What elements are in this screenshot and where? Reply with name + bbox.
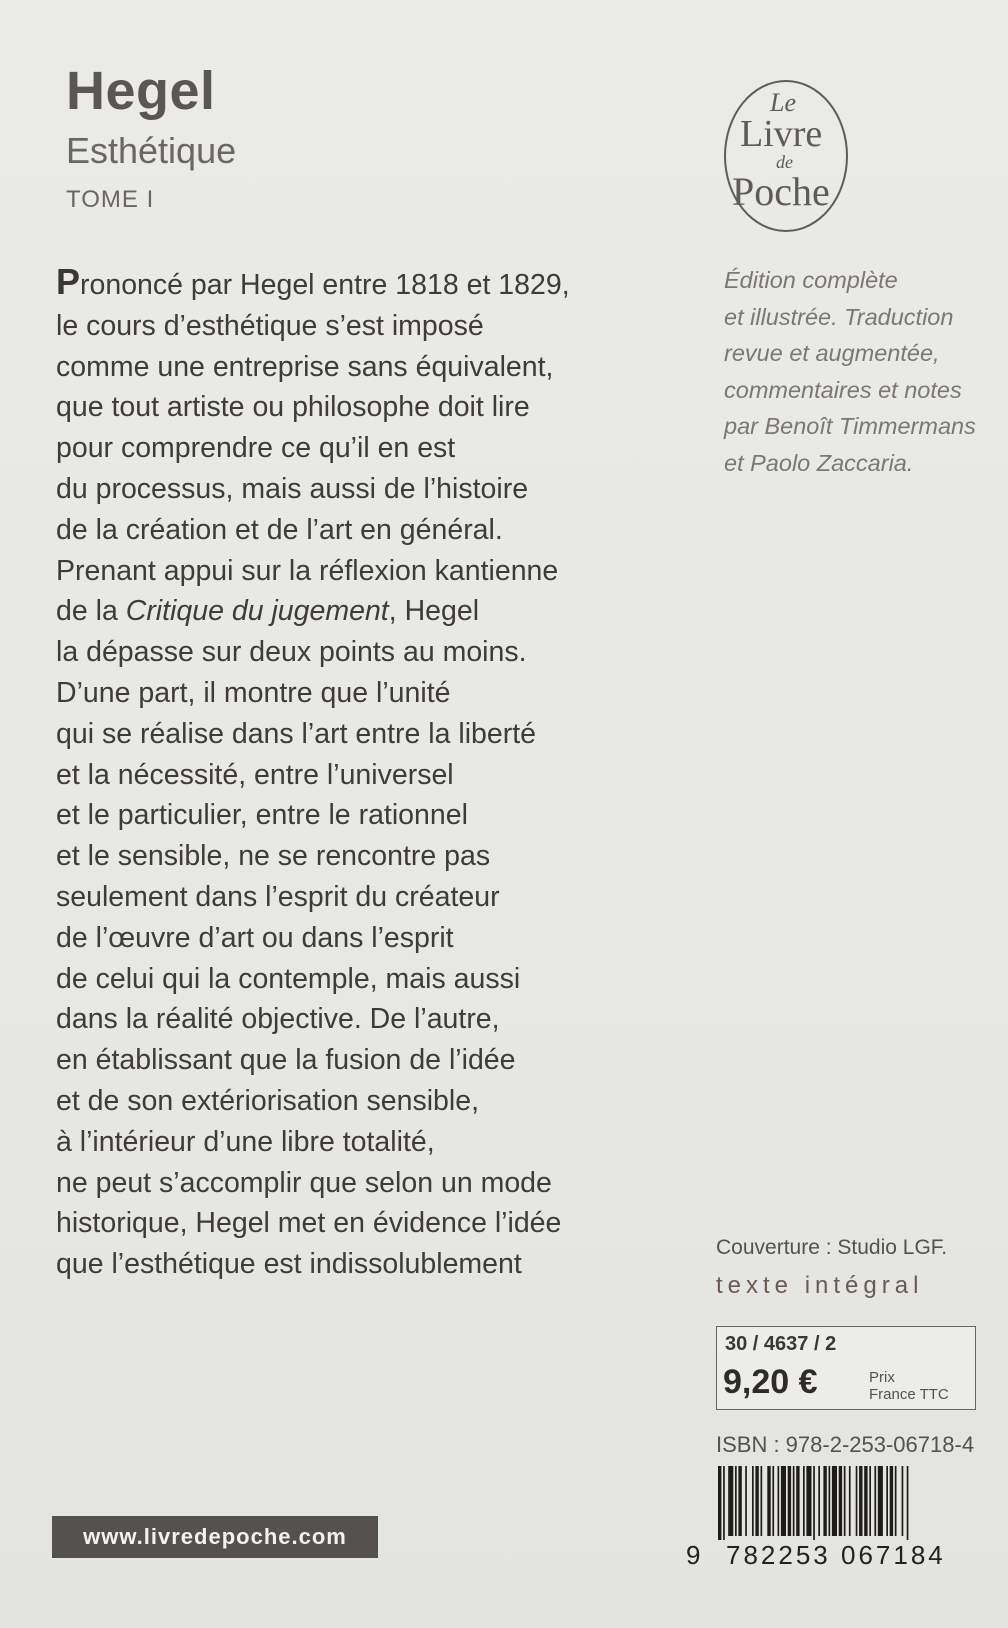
synopsis-line: de l’œuvre d’art ou dans l’esprit — [56, 921, 454, 954]
barcode-bar — [796, 1466, 799, 1536]
catalog-code: 30 / 4637 / 2 — [725, 1333, 837, 1355]
synopsis-line: que l’esthétique est indissolublement — [56, 1248, 522, 1281]
barcode-bar — [767, 1466, 770, 1536]
barcode-bar — [728, 1466, 733, 1536]
synopsis-line: qui se réalise dans l’art entre la liberté — [56, 717, 537, 750]
barcode-bar — [813, 1466, 815, 1540]
barcode-first-digit: 9 — [686, 1540, 701, 1570]
integral-text-label: texte intégral — [716, 1272, 924, 1299]
synopsis-line: historique, Hegel met en évidence l’idée — [56, 1207, 562, 1240]
synopsis-line: de la création et de l’art en général. — [56, 513, 503, 546]
barcode-bar — [864, 1466, 867, 1536]
barcode-bar — [907, 1466, 909, 1540]
barcode-bars — [716, 1466, 976, 1540]
synopsis-line: et de son extériorisation sensible, — [56, 1084, 479, 1117]
barcode-bar — [793, 1466, 795, 1536]
barcode-bar — [856, 1466, 858, 1536]
edition-note-line: Édition complète — [724, 267, 898, 293]
barcode-bar — [859, 1466, 862, 1536]
barcode-bar — [823, 1466, 826, 1536]
barcode-bar — [886, 1466, 888, 1536]
synopsis-line: comme une entreprise sans équivalent, — [56, 350, 554, 383]
price-box — [716, 1326, 976, 1410]
barcode-bar — [781, 1466, 786, 1536]
edition-note-line: et illustrée. Traduction — [724, 303, 954, 330]
synopsis-line: pour comprendre ce qu’il en est — [56, 432, 456, 465]
barcode-bar — [723, 1466, 725, 1540]
barcode-bar — [890, 1466, 893, 1536]
edition-note — [724, 262, 1000, 481]
barcode-bar — [752, 1466, 754, 1536]
synopsis-line: Prononcé par Hegel entre 1818 et 1829, — [56, 261, 570, 302]
synopsis-line: D’une part, il montre que l’unité — [56, 676, 451, 709]
barcode-bar — [869, 1466, 871, 1536]
barcode-bar — [755, 1466, 758, 1536]
price: 9,20 € — [723, 1363, 818, 1401]
synopsis-line: en établissant que la fusion de l’idée — [56, 1044, 516, 1077]
price-note: Prix France TTC — [869, 1369, 949, 1403]
barcode-bar — [818, 1466, 820, 1536]
edition-note-line: commentaires et notes — [724, 376, 962, 403]
barcode-bar — [788, 1466, 791, 1536]
synopsis-line: seulement dans l’esprit du créateur — [56, 880, 500, 913]
barcode-bar — [806, 1466, 811, 1536]
synopsis-line: et la nécessité, entre l’universel — [56, 758, 454, 791]
barcode-bar — [874, 1466, 876, 1536]
barcode-bar — [832, 1466, 837, 1536]
barcode-bar — [902, 1466, 904, 1536]
synopsis-line: la dépasse sur deux points au moins. — [56, 636, 527, 669]
synopsis-line: dans la réalité objective. De l’autre, — [56, 1003, 500, 1036]
cover-credit: Couverture : Studio LGF. — [716, 1236, 948, 1259]
synopsis-line: et le particulier, entre le rationnel — [56, 799, 468, 832]
author-name: Hegel — [66, 61, 216, 121]
work-title: Esthétique — [66, 130, 237, 171]
barcode-bar — [839, 1466, 842, 1536]
barcode-bar — [761, 1466, 763, 1536]
book-title-reference: Critique du jugement — [125, 595, 389, 628]
barcode-bar — [778, 1466, 780, 1536]
barcode-bar — [738, 1466, 741, 1536]
synopsis-line: du processus, mais aussi de l’histoire — [56, 472, 529, 505]
barcode-digits: 782253 067184 — [726, 1540, 946, 1570]
edition-note-line: revue et augmentée, — [724, 340, 940, 366]
barcode-bar — [878, 1466, 883, 1536]
barcode-bar — [745, 1466, 747, 1536]
synopsis-line: ne peut s’accomplir que selon un mode — [56, 1166, 552, 1199]
synopsis-line: que tout artiste ou philosophe doit lire — [56, 391, 530, 424]
barcode-bar — [718, 1466, 721, 1540]
synopsis-line: Prenant appui sur la réflexion kantienne — [56, 554, 559, 587]
volume-label: TOME I — [66, 186, 155, 213]
synopsis-line: de celui qui la contemple, mais aussi — [56, 962, 521, 995]
synopsis-line: et le sensible, ne se rencontre pas — [56, 840, 491, 873]
edition-note-line: et Paolo Zaccaria. — [724, 449, 914, 476]
barcode-bar — [895, 1466, 897, 1536]
barcode-bar — [844, 1466, 846, 1536]
barcode-bar — [849, 1466, 851, 1536]
barcode-bar — [735, 1466, 737, 1536]
website-banner[interactable]: www.livredepoche.com — [52, 1516, 378, 1558]
livre-de-poche-logo: Le Livre de Poche — [724, 80, 848, 232]
isbn: ISBN : 978-2-253-06718-4 — [716, 1432, 975, 1457]
synopsis-text — [56, 262, 676, 1285]
synopsis-line: le cours d’esthétique s’est imposé — [56, 309, 484, 342]
synopsis-line: de la Critique du jugement, Hegel — [56, 595, 480, 628]
synopsis-line: à l’intérieur d’une libre totalité, — [56, 1125, 435, 1158]
barcode-bar — [803, 1466, 805, 1536]
barcode-bar — [829, 1466, 831, 1536]
drop-cap: P — [56, 261, 81, 302]
edition-note-line: par Benoît Timmermans — [724, 413, 976, 439]
barcode-bar — [772, 1466, 774, 1536]
